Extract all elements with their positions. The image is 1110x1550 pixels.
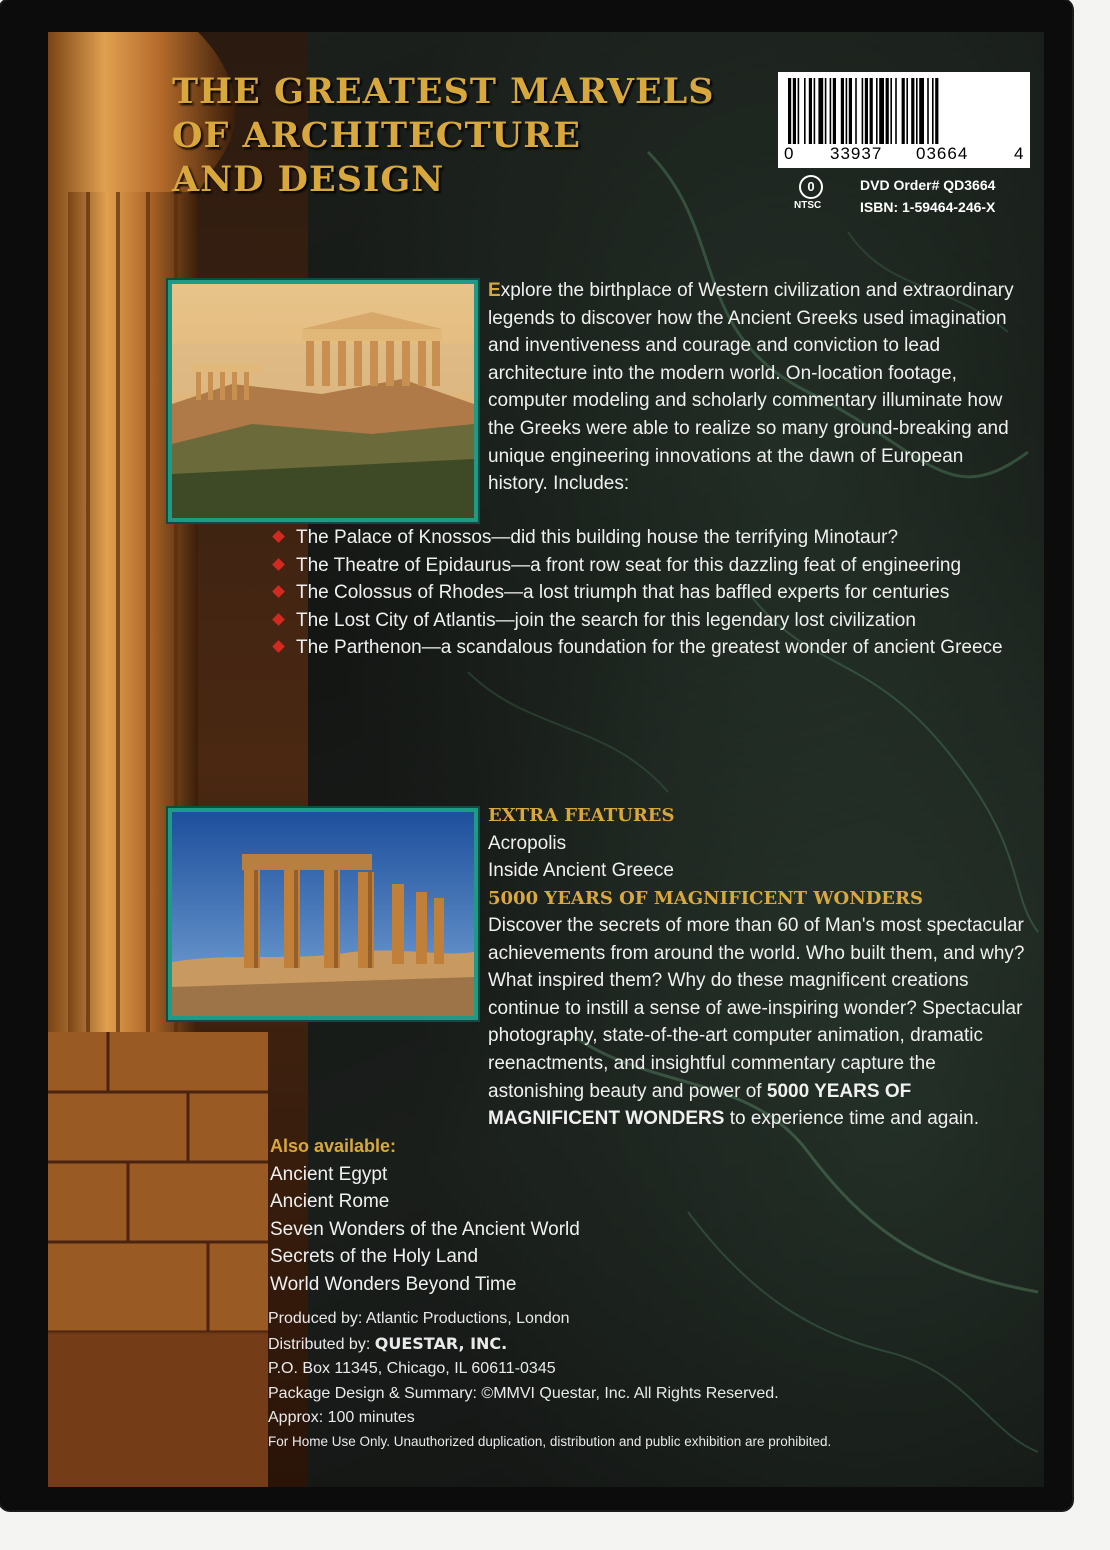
distributor-name: QUESTAR, INC.	[374, 1333, 508, 1353]
back-cover	[48, 32, 1044, 1487]
barcode-digit-system: 0	[784, 144, 794, 163]
bullet-diamond-icon	[272, 613, 285, 626]
barcode-digit-check: 4	[1014, 144, 1024, 163]
list-item-text: The Lost City of Atlantis—join the search for this legendary lost civilization	[296, 609, 916, 631]
list-item	[270, 579, 1040, 607]
bullet-diamond-icon	[272, 585, 285, 598]
list-item	[270, 524, 1040, 552]
series-title: 5000 YEARS OF MAGNIFICENT WONDERS	[488, 887, 923, 909]
barcode-digits-left: 33937	[830, 144, 883, 163]
headline	[172, 70, 715, 202]
copyright-notice: Package Design & Summary: ©MMVI Questar, Inc. All Rights Reserved.	[268, 1384, 779, 1402]
series-description-text	[270, 912, 1030, 1133]
region-code-icon	[794, 175, 828, 215]
legal-notice: For Home Use Only. Unauthorized duplication, distribution and public exhibition are prohibited.	[268, 1433, 832, 1449]
bullet-diamond-icon	[272, 641, 285, 654]
intro-text: xplore the birthplace of Western civilization and extraordinary legends to discover how the Ancient Greeks used imagination and inventiveness and courage and conviction to lead architecture into the modern world. On-location footage, computer modeling and scholarly commentary illuminate how the Greeks were able to realize so many ground-breaking and unique engineering innovations at the dawn of European history. Includes:	[488, 280, 1014, 495]
headline-line-3: AND DESIGN	[172, 159, 445, 200]
series-description	[270, 912, 1030, 1133]
extra-feature-item: Inside Ancient Greece	[488, 860, 674, 882]
series-description-tail: to experience time and again.	[724, 1108, 979, 1130]
list-item	[270, 634, 1040, 662]
barcode-digits	[778, 144, 1030, 166]
parthenon-photo	[168, 280, 478, 522]
list-item-text: The Palace of Knossos—did this building house the terrifying Minotaur?	[296, 527, 899, 548]
also-available-item: Secrets of the Holy Land	[270, 1246, 479, 1268]
barcode-bars	[786, 78, 1022, 144]
runtime: Approx: 100 minutes	[268, 1409, 415, 1427]
ntsc-label: NTSC	[794, 200, 822, 211]
extra-feature-item: Acropolis	[488, 832, 567, 854]
region-symbol: 0	[799, 175, 823, 199]
order-info	[860, 174, 995, 218]
isbn: ISBN: 1-59464-246-X	[860, 199, 996, 215]
also-available-item: Seven Wonders of the Ancient World	[270, 1218, 580, 1240]
bullet-diamond-icon	[272, 530, 285, 543]
upc-barcode	[778, 72, 1030, 168]
list-item	[270, 552, 1040, 580]
headline-line-2: OF ARCHITECTURE	[172, 115, 581, 156]
also-available-heading: Also available:	[270, 1136, 397, 1156]
headline-line-1: THE GREATEST MARVELS	[172, 71, 715, 112]
dvd-order-number: DVD Order# QD3664	[860, 177, 996, 193]
series-description-body: Discover the secrets of more than 60 of Man's most spectacular achievements from around the world. Who built them, and why? What inspired them? Why do these magnificent creations continue to instill a sense of awe-inspiring wonder? Spectacular photography, state-of-the-art computer animation, dramatic reenactments, and insightful commentary capture the astonishing beauty and power of	[488, 915, 1025, 1102]
intro-paragraph	[488, 277, 1028, 498]
list-item-text: The Colossus of Rhodes—a lost triumph that has baffled experts for centuries	[296, 582, 950, 604]
also-available-item: Ancient Rome	[270, 1191, 390, 1213]
produced-by: Produced by: Atlantic Productions, London	[268, 1310, 570, 1327]
intro-dropcap: E	[488, 280, 501, 301]
extra-features	[488, 802, 1028, 912]
bullet-diamond-icon	[272, 558, 285, 571]
extra-features-heading: EXTRA FEATURES	[488, 805, 675, 826]
distributed-by-label: Distributed by:	[268, 1335, 375, 1353]
greek-column-image	[48, 32, 308, 1487]
list-item	[270, 607, 1040, 635]
series-title-inline: 5000 YEARS OF MAGNIFICENT WONDERS	[488, 1080, 912, 1130]
distributed-by	[268, 1332, 1028, 1358]
list-item-text: The Parthenon—a scandalous foundation for the greatest wonder of ancient Greece	[296, 637, 1003, 659]
also-available	[270, 1133, 870, 1299]
credits	[268, 1307, 1028, 1453]
list-item-text: The Theatre of Epidaurus—a front row seat for this dazzling feat of engineering	[296, 554, 962, 576]
also-available-item: World Wonders Beyond Time	[270, 1273, 517, 1295]
includes-list	[270, 524, 1040, 662]
barcode-digits-right: 03664	[916, 144, 969, 163]
also-available-item: Ancient Egypt	[270, 1163, 388, 1185]
distributor-address: P.O. Box 11345, Chicago, IL 60611-0345	[268, 1360, 556, 1378]
